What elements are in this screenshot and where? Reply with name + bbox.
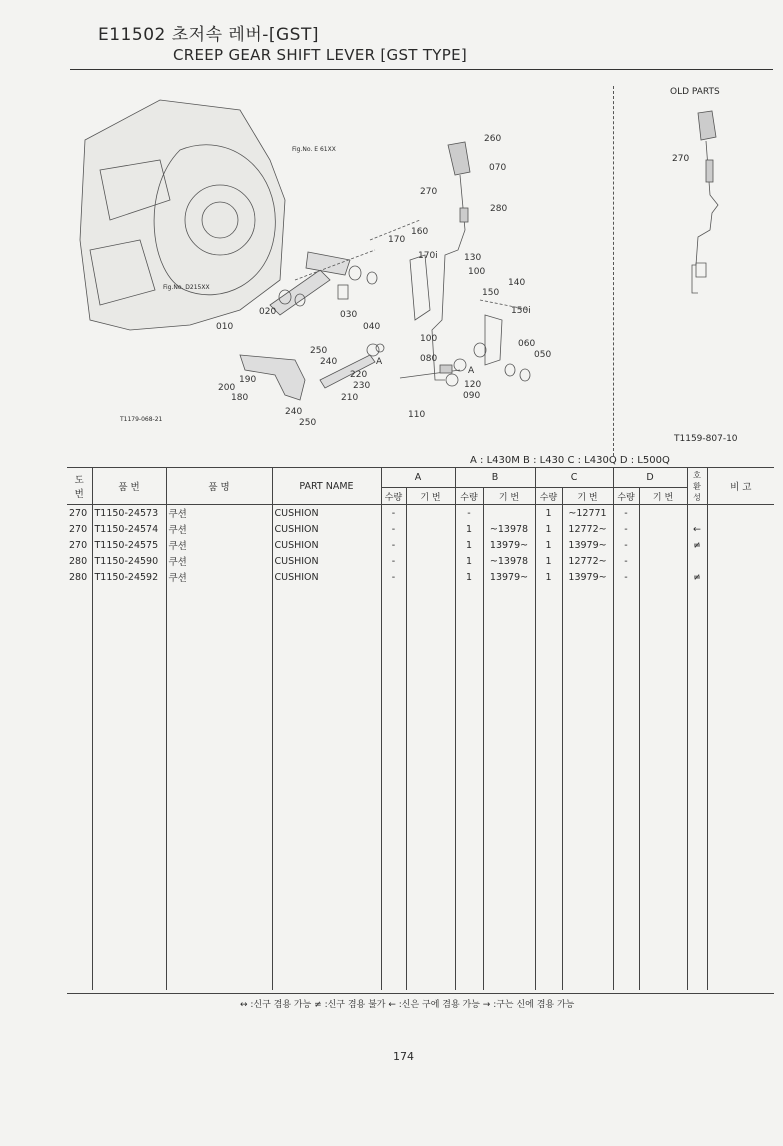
row-b-serial: 13979~	[483, 569, 535, 585]
row-compat: ←	[687, 521, 707, 537]
row-b-qty: 1	[455, 569, 483, 585]
row-compat	[687, 505, 707, 522]
col-model-b-header: B	[455, 468, 535, 488]
row-a-serial	[406, 537, 455, 553]
serial-header: 기 번	[406, 488, 455, 505]
row-remark	[707, 505, 774, 522]
page-number: 174	[393, 1050, 414, 1063]
qty-header: 수량	[613, 488, 639, 505]
diagram-divider	[613, 86, 614, 456]
row-compat: ≠	[687, 537, 707, 553]
row-b-qty: 1	[455, 521, 483, 537]
row-ref: 270	[69, 523, 88, 535]
diagram-caption-right: T1159-807-10	[674, 434, 738, 444]
row-ref: 270	[69, 539, 88, 551]
row-ref: 270	[69, 507, 88, 519]
svg-text:020: 020	[259, 307, 277, 317]
col-model-d-header: D	[613, 468, 687, 488]
row-a-qty: -	[381, 521, 406, 537]
title-rule	[70, 69, 773, 70]
svg-text:030: 030	[340, 310, 358, 320]
row-a-qty: -	[381, 569, 406, 585]
svg-text:090: 090	[463, 391, 481, 401]
svg-text:190: 190	[239, 375, 257, 385]
col-model-a-header: A	[381, 468, 455, 488]
svg-text:140: 140	[508, 278, 526, 288]
svg-text:170: 170	[388, 235, 406, 245]
row-c-qty: 1	[535, 537, 562, 553]
svg-text:150i: 150i	[511, 306, 531, 316]
row-a-qty: -	[381, 505, 406, 522]
row-a-qty: -	[381, 553, 406, 569]
row-b-qty: -	[455, 505, 483, 522]
row-d-serial	[639, 505, 687, 522]
row-compat: ≠	[687, 569, 707, 585]
old-parts-callout: 270	[672, 154, 690, 164]
table-row	[67, 569, 774, 585]
serial-header: 기 번	[483, 488, 535, 505]
row-name-kr: 쿠션	[166, 569, 272, 585]
col-part-no-header: 품 번	[92, 468, 166, 505]
table-row	[67, 505, 774, 522]
row-name-kr: 쿠션	[166, 521, 272, 537]
table-bottom-rule	[67, 993, 774, 994]
table-row	[67, 521, 774, 537]
row-b-serial: 13979~	[483, 537, 535, 553]
col-compat-header: 호 환 성	[687, 468, 707, 505]
row-d-serial	[639, 537, 687, 553]
old-parts-label: OLD PARTS	[670, 87, 720, 97]
row-name-kr: 쿠션	[166, 553, 272, 569]
svg-text:210: 210	[341, 393, 359, 403]
row-remark	[707, 553, 774, 569]
row-part-name: CUSHION	[272, 521, 381, 537]
svg-text:230: 230	[353, 381, 371, 391]
svg-text:250: 250	[310, 346, 328, 356]
row-part-name: CUSHION	[272, 553, 381, 569]
model-legend: A : L430M B : L430 C : L430Q D : L500Q	[470, 455, 670, 466]
table-row	[67, 537, 774, 553]
row-d-serial	[639, 521, 687, 537]
exploded-diagram	[70, 80, 610, 440]
compat-legend: ↔ :신구 겸용 가능 ≠ :신구 겸용 불가 ← :신은 구에 겸용 가능 → :구는 신에 겸용 가능	[240, 1000, 575, 1010]
row-part-no: T1150-24575	[92, 537, 166, 553]
row-remark	[707, 521, 774, 537]
svg-text:130: 130	[464, 253, 482, 263]
row-d-qty: -	[613, 553, 639, 569]
row-d-qty: -	[613, 505, 639, 522]
col-remark-header: 비 고	[707, 468, 774, 505]
page-subtitle: CREEP GEAR SHIFT LEVER [GST TYPE]	[173, 46, 468, 64]
svg-text:200: 200	[218, 383, 236, 393]
row-a-serial	[406, 569, 455, 585]
svg-text:060: 060	[518, 339, 536, 349]
row-b-serial: ~13978	[483, 553, 535, 569]
row-part-name: CUSHION	[272, 505, 381, 522]
svg-text:270: 270	[420, 187, 438, 197]
row-d-qty: -	[613, 521, 639, 537]
row-c-qty: 1	[535, 553, 562, 569]
svg-text:180: 180	[231, 393, 249, 403]
svg-text:240: 240	[320, 357, 338, 367]
row-d-qty: -	[613, 537, 639, 553]
svg-text:100: 100	[468, 267, 486, 277]
svg-text:280: 280	[490, 204, 508, 214]
col-model-c-header: C	[535, 468, 613, 488]
qty-header: 수량	[535, 488, 562, 505]
serial-header: 기 번	[639, 488, 687, 505]
row-a-serial	[406, 553, 455, 569]
row-part-no: T1150-24592	[92, 569, 166, 585]
row-name-kr: 쿠션	[166, 505, 272, 522]
svg-text:A: A	[376, 357, 383, 367]
row-d-serial	[639, 553, 687, 569]
row-d-serial	[639, 569, 687, 585]
svg-text:220: 220	[350, 370, 368, 380]
row-c-serial: 12772~	[562, 553, 613, 569]
parts-table	[67, 467, 774, 990]
row-c-qty: 1	[535, 521, 562, 537]
svg-text:040: 040	[363, 322, 381, 332]
svg-text:240: 240	[285, 407, 303, 417]
row-part-no: T1150-24573	[92, 505, 166, 522]
old-parts-drawing	[670, 105, 750, 300]
qty-header: 수량	[455, 488, 483, 505]
row-remark	[707, 537, 774, 553]
svg-text:100: 100	[420, 334, 438, 344]
row-b-serial	[483, 505, 535, 522]
svg-text:070: 070	[489, 163, 507, 173]
row-ref: 280	[69, 555, 88, 567]
svg-text:010: 010	[216, 322, 234, 332]
svg-text:A: A	[468, 366, 475, 376]
row-b-qty: 1	[455, 537, 483, 553]
row-ref: 280	[69, 571, 88, 583]
row-a-qty: -	[381, 537, 406, 553]
row-part-no: T1150-24590	[92, 553, 166, 569]
row-b-serial: ~13978	[483, 521, 535, 537]
diagram-caption-left: T1179-068-21	[120, 416, 163, 423]
row-part-no: T1150-24574	[92, 521, 166, 537]
row-c-serial: ~12771	[562, 505, 613, 522]
page-title: E11502 초저속 레버-[GST]	[98, 25, 319, 45]
svg-text:110: 110	[408, 410, 426, 420]
row-c-serial: 12772~	[562, 521, 613, 537]
row-a-serial	[406, 505, 455, 522]
svg-text:050: 050	[534, 350, 552, 360]
row-c-qty: 1	[535, 505, 562, 522]
svg-text:250: 250	[299, 418, 317, 428]
col-ref-header: 도 번	[67, 468, 92, 505]
fig-reference-2: Fig.No. D215XX	[163, 284, 210, 291]
row-part-name: CUSHION	[272, 537, 381, 553]
table-filler	[67, 585, 774, 990]
fig-reference-1: Fig.No. E 61XX	[292, 146, 336, 153]
row-d-qty: -	[613, 569, 639, 585]
table-row	[67, 553, 774, 569]
row-part-name: CUSHION	[272, 569, 381, 585]
row-a-serial	[406, 521, 455, 537]
row-b-qty: 1	[455, 553, 483, 569]
col-name-kr-header: 품 명	[166, 468, 272, 505]
svg-text:170i: 170i	[418, 251, 438, 261]
svg-text:080: 080	[420, 354, 438, 364]
row-name-kr: 쿠션	[166, 537, 272, 553]
col-part-name-header: PART NAME	[272, 468, 381, 505]
svg-text:120: 120	[464, 380, 482, 390]
row-remark	[707, 569, 774, 585]
serial-header: 기 번	[562, 488, 613, 505]
svg-text:150: 150	[482, 288, 500, 298]
qty-header: 수량	[381, 488, 406, 505]
svg-text:260: 260	[484, 134, 502, 144]
row-c-qty: 1	[535, 569, 562, 585]
row-c-serial: 13979~	[562, 569, 613, 585]
row-c-serial: 13979~	[562, 537, 613, 553]
row-compat	[687, 553, 707, 569]
svg-text:160: 160	[411, 227, 429, 237]
